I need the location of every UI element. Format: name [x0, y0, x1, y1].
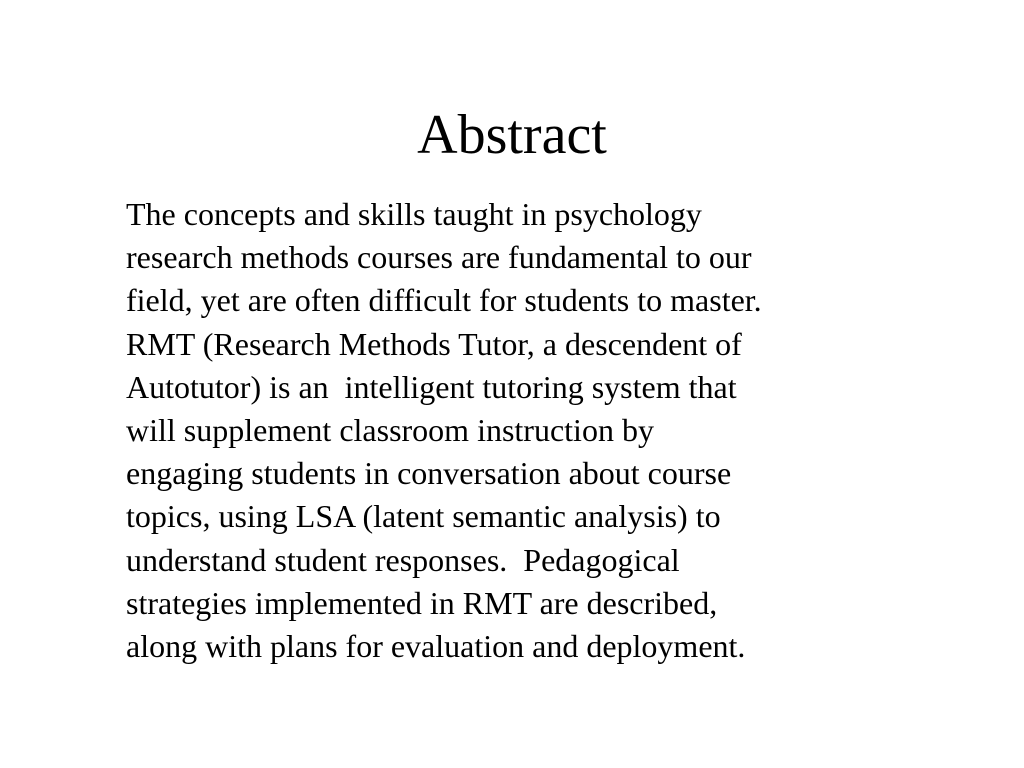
- abstract-line: will supplement classroom instruction by: [126, 412, 654, 449]
- slide-title: Abstract: [417, 104, 607, 166]
- abstract-line: RMT (Research Methods Tutor, a descendent of: [126, 325, 742, 362]
- abstract-line: strategies implemented in RMT are described,: [126, 584, 718, 621]
- abstract-line: understand student responses. Pedagogical: [126, 541, 680, 578]
- abstract-line: along with plans for evaluation and deployment.: [126, 628, 746, 665]
- abstract-line: field, yet are often difficult for students to master.: [126, 282, 762, 319]
- abstract-line: research methods courses are fundamental to our: [126, 239, 752, 276]
- abstract-line: engaging students in conversation about course: [126, 455, 732, 492]
- abstract-body: [126, 193, 946, 668]
- abstract-line: topics, using LSA (latent semantic analysis) to: [126, 498, 721, 535]
- abstract-line: The concepts and skills taught in psychology: [126, 196, 702, 232]
- abstract-line: Autotutor) is an intelligent tutoring system that: [126, 368, 737, 405]
